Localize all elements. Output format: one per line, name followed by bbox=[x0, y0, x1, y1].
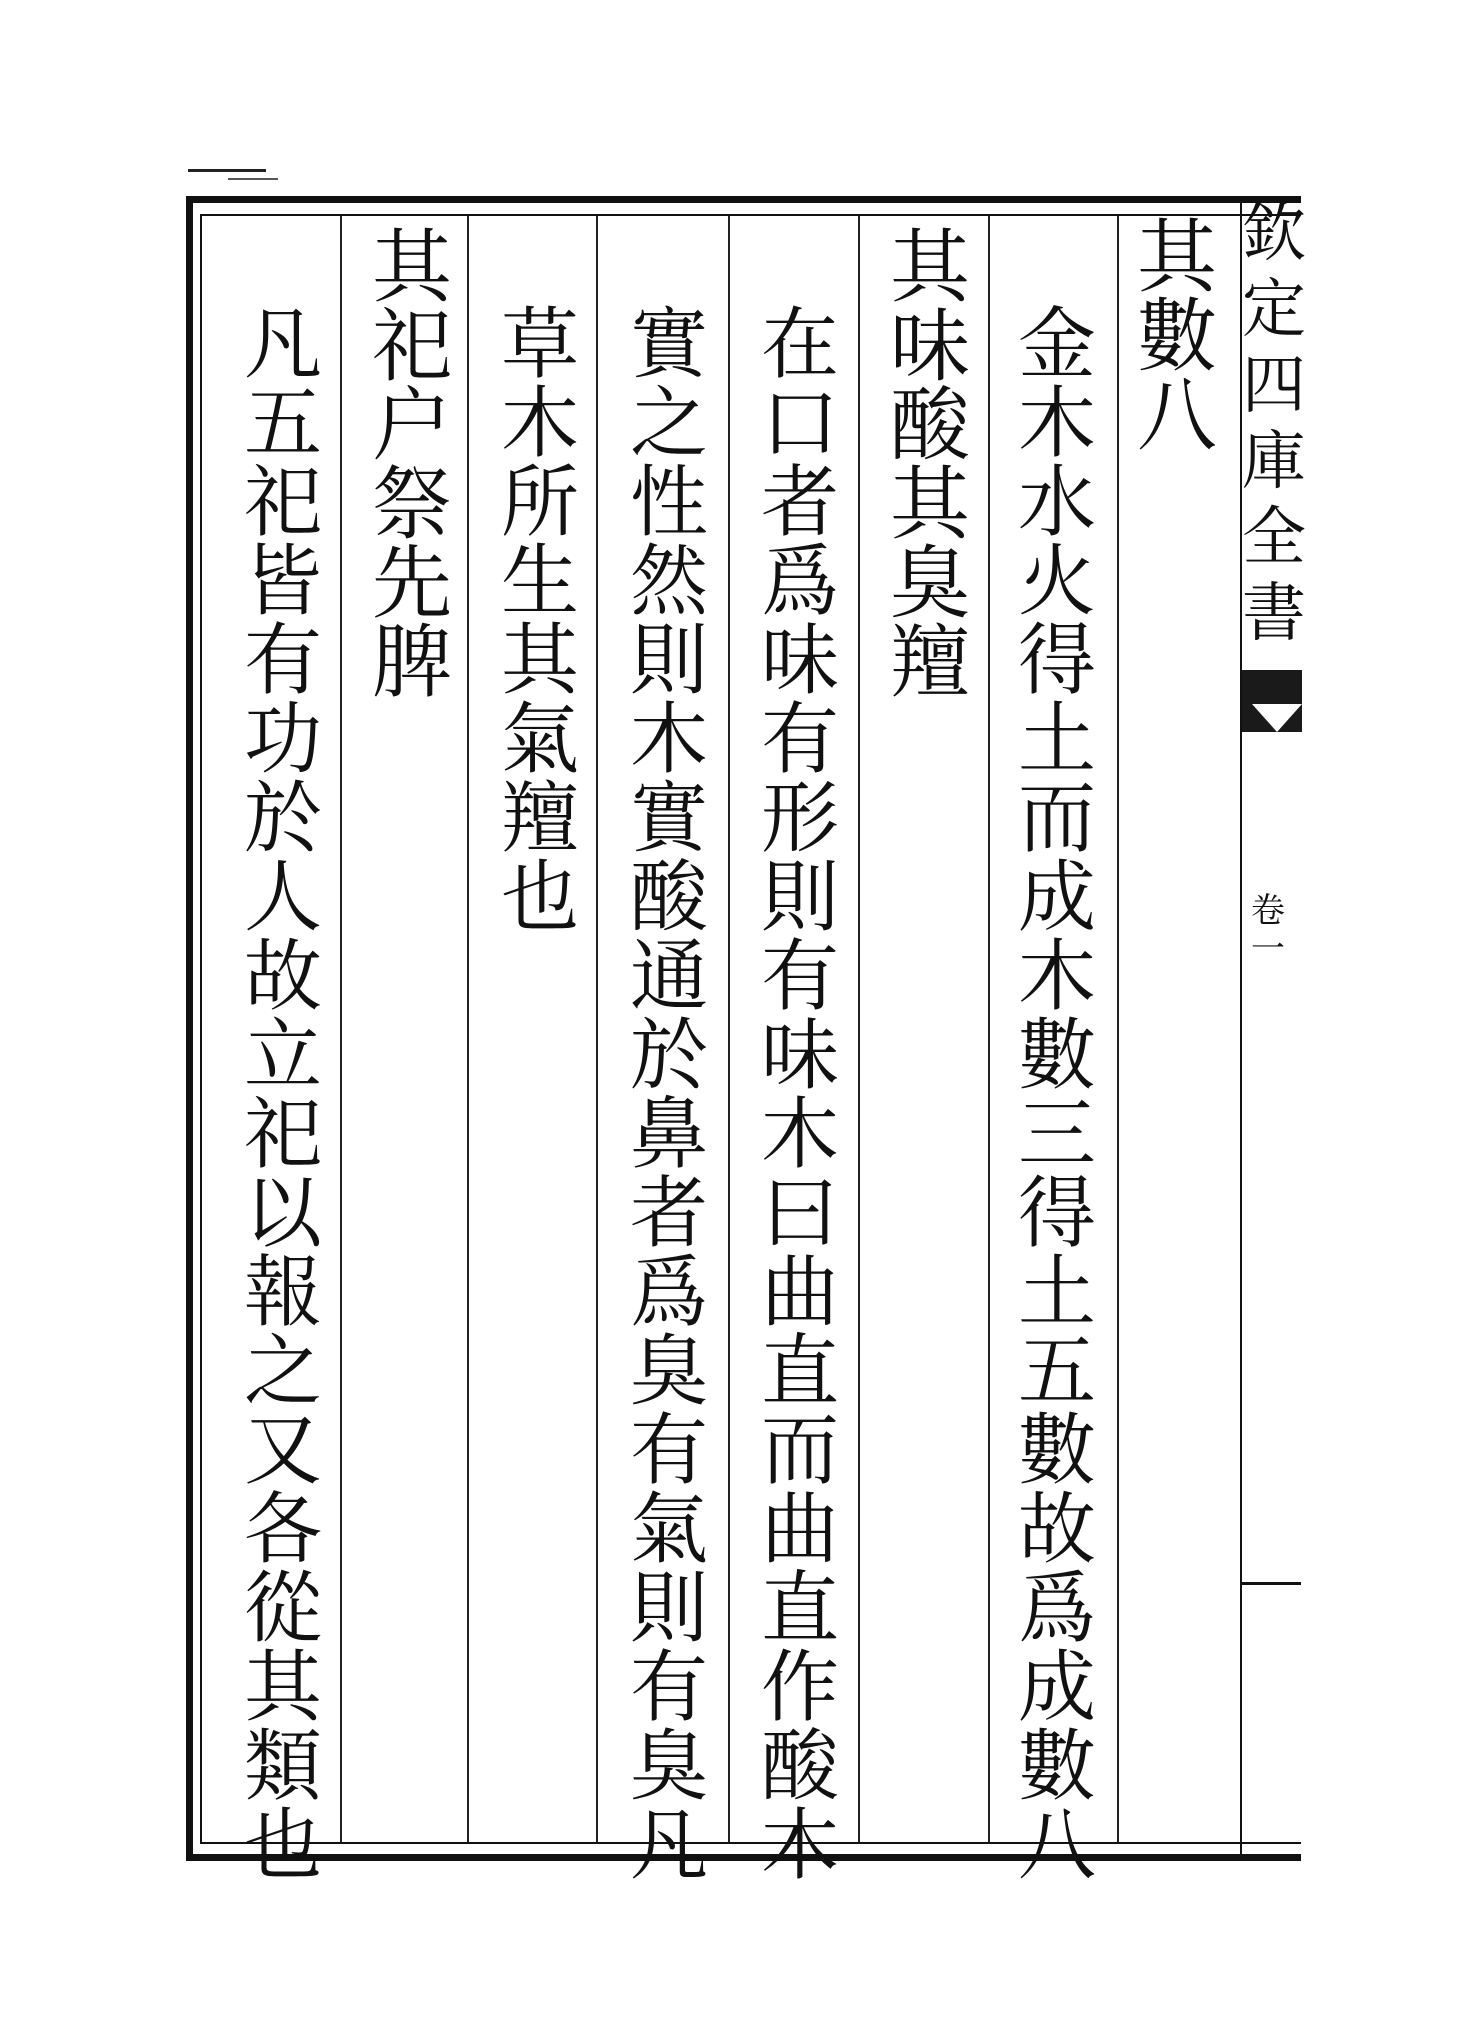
column-rule bbox=[467, 216, 469, 1842]
text-char: 則 bbox=[629, 1564, 708, 1654]
column-rule bbox=[1117, 216, 1119, 1842]
text-char: 功 bbox=[243, 695, 322, 785]
column-rule bbox=[858, 216, 860, 1842]
text-char: 生 bbox=[500, 537, 579, 627]
text-char: 祀 bbox=[243, 458, 322, 548]
text-char: 曰 bbox=[760, 1169, 839, 1259]
book-title bbox=[1242, 196, 1306, 652]
text-char: 所 bbox=[500, 458, 579, 548]
text-char: 也 bbox=[500, 853, 579, 943]
text-char: 爲 bbox=[1017, 1564, 1096, 1654]
column-rule bbox=[728, 216, 730, 1842]
text-char: 報 bbox=[243, 1248, 322, 1338]
text-char: 其 bbox=[500, 616, 579, 706]
title-char: 欽 bbox=[1242, 197, 1306, 271]
text-char: 之 bbox=[629, 379, 708, 469]
text-char: 故 bbox=[243, 932, 322, 1022]
text-char: 得 bbox=[1017, 616, 1096, 706]
text-char: 有 bbox=[629, 1643, 708, 1733]
text-char: 祀 bbox=[243, 1090, 322, 1180]
text-column-2 bbox=[1012, 300, 1102, 1891]
text-char: 草 bbox=[500, 300, 579, 390]
text-char: 有 bbox=[760, 695, 839, 785]
text-char: 臭 bbox=[629, 1327, 708, 1417]
text-char: 直 bbox=[760, 1327, 839, 1417]
text-char: 氣 bbox=[500, 695, 579, 785]
text-char: 性 bbox=[629, 458, 708, 548]
text-char: 祀 bbox=[372, 300, 452, 393]
text-char: 其 bbox=[372, 221, 452, 314]
text-char: 得 bbox=[1017, 1169, 1096, 1259]
text-column-3 bbox=[885, 221, 975, 709]
stray-mark bbox=[188, 169, 266, 172]
text-char: 通 bbox=[629, 932, 708, 1022]
page-border-inner bbox=[200, 211, 1306, 1844]
text-char: 味 bbox=[760, 1011, 839, 1101]
text-column-7 bbox=[367, 221, 457, 709]
fish-tail-notch bbox=[1252, 704, 1302, 732]
text-char: 木 bbox=[1017, 932, 1096, 1022]
text-char: 酸 bbox=[760, 1722, 839, 1812]
text-char: 於 bbox=[243, 774, 322, 864]
text-char: 數 bbox=[1017, 1722, 1096, 1812]
text-char: 口 bbox=[760, 379, 839, 469]
volume-char: 卷 bbox=[1251, 891, 1285, 931]
title-char: 書 bbox=[1242, 577, 1306, 651]
text-char: 實 bbox=[629, 774, 708, 864]
text-char: 脾 bbox=[372, 616, 452, 709]
text-char: 土 bbox=[1017, 1248, 1096, 1338]
text-char: 先 bbox=[372, 537, 452, 630]
stray-mark bbox=[228, 178, 278, 180]
title-char: 庫 bbox=[1242, 425, 1306, 499]
text-char: 以 bbox=[243, 1169, 322, 1259]
text-char: 八 bbox=[1137, 369, 1217, 462]
text-char: 類 bbox=[243, 1722, 322, 1812]
text-char: 成 bbox=[1017, 853, 1096, 943]
text-char: 形 bbox=[760, 774, 839, 864]
text-char: 數 bbox=[1137, 290, 1217, 383]
text-char: 然 bbox=[629, 537, 708, 627]
text-char: 有 bbox=[243, 616, 322, 706]
text-char: 者 bbox=[629, 1169, 708, 1259]
text-char: 酸 bbox=[890, 379, 970, 472]
text-char: 木 bbox=[760, 1090, 839, 1180]
text-char: 也 bbox=[243, 1801, 322, 1891]
text-char: 而 bbox=[1017, 774, 1096, 864]
volume-char: 一 bbox=[1251, 929, 1285, 969]
text-char: 臭 bbox=[629, 1722, 708, 1812]
text-char: 爲 bbox=[760, 537, 839, 627]
text-char: 有 bbox=[629, 1406, 708, 1496]
text-char: 數 bbox=[1017, 1011, 1096, 1101]
text-char: 八 bbox=[1017, 1801, 1096, 1891]
text-char: 火 bbox=[1017, 537, 1096, 627]
text-char: 其 bbox=[1137, 211, 1217, 304]
column-rule bbox=[340, 216, 342, 1842]
text-char: 户 bbox=[372, 379, 452, 472]
text-char: 木 bbox=[760, 1801, 839, 1891]
volume-label bbox=[1248, 892, 1288, 968]
text-char: 曲 bbox=[760, 1248, 839, 1338]
text-char: 爲 bbox=[629, 1248, 708, 1338]
text-char: 實 bbox=[629, 300, 708, 390]
title-char: 四 bbox=[1242, 349, 1306, 423]
text-char: 祭 bbox=[372, 458, 452, 551]
text-char: 則 bbox=[629, 616, 708, 706]
text-char: 則 bbox=[760, 853, 839, 943]
text-char: 木 bbox=[500, 379, 579, 469]
text-char: 水 bbox=[1017, 458, 1096, 548]
text-char: 其 bbox=[243, 1643, 322, 1733]
text-char: 三 bbox=[1017, 1090, 1096, 1180]
text-char: 又 bbox=[243, 1406, 322, 1496]
column-rule bbox=[988, 216, 990, 1842]
text-char: 羶 bbox=[890, 616, 970, 709]
text-char: 臭 bbox=[890, 537, 970, 630]
text-char: 直 bbox=[760, 1564, 839, 1654]
text-char: 其 bbox=[890, 221, 970, 314]
text-char: 者 bbox=[760, 458, 839, 548]
text-char: 各 bbox=[243, 1485, 322, 1575]
text-char: 羶 bbox=[500, 774, 579, 864]
text-char: 五 bbox=[1017, 1327, 1096, 1417]
text-char: 曲 bbox=[760, 1485, 839, 1575]
text-char: 在 bbox=[760, 300, 839, 390]
text-char: 氣 bbox=[629, 1485, 708, 1575]
banner-rule bbox=[1242, 1582, 1301, 1585]
text-char: 味 bbox=[890, 300, 970, 393]
text-char: 從 bbox=[243, 1564, 322, 1654]
text-char: 鼻 bbox=[629, 1090, 708, 1180]
text-column-8 bbox=[238, 300, 328, 1891]
text-char: 木 bbox=[629, 695, 708, 785]
title-char: 全 bbox=[1242, 501, 1306, 575]
text-column-4 bbox=[755, 300, 845, 1891]
text-char: 人 bbox=[243, 853, 322, 943]
text-column-1 bbox=[1132, 211, 1222, 462]
text-char: 立 bbox=[243, 1011, 322, 1101]
text-char: 其 bbox=[890, 458, 970, 551]
text-char: 有 bbox=[760, 932, 839, 1022]
text-char: 凡 bbox=[243, 300, 322, 390]
text-char: 木 bbox=[1017, 379, 1096, 469]
text-char: 土 bbox=[1017, 695, 1096, 785]
text-column-6 bbox=[495, 300, 585, 943]
column-rule bbox=[596, 216, 598, 1842]
title-char: 定 bbox=[1242, 273, 1306, 347]
text-char: 作 bbox=[760, 1643, 839, 1733]
text-char: 酸 bbox=[629, 853, 708, 943]
text-char: 成 bbox=[1017, 1643, 1096, 1733]
text-char: 金 bbox=[1017, 300, 1096, 390]
text-char: 凡 bbox=[629, 1801, 708, 1891]
text-char: 味 bbox=[760, 616, 839, 706]
text-char: 故 bbox=[1017, 1485, 1096, 1575]
text-char: 於 bbox=[629, 1011, 708, 1101]
text-char: 皆 bbox=[243, 537, 322, 627]
text-char: 之 bbox=[243, 1327, 322, 1417]
text-column-5 bbox=[624, 300, 714, 1891]
text-char: 五 bbox=[243, 379, 322, 469]
text-char: 而 bbox=[760, 1406, 839, 1496]
text-char: 數 bbox=[1017, 1406, 1096, 1496]
